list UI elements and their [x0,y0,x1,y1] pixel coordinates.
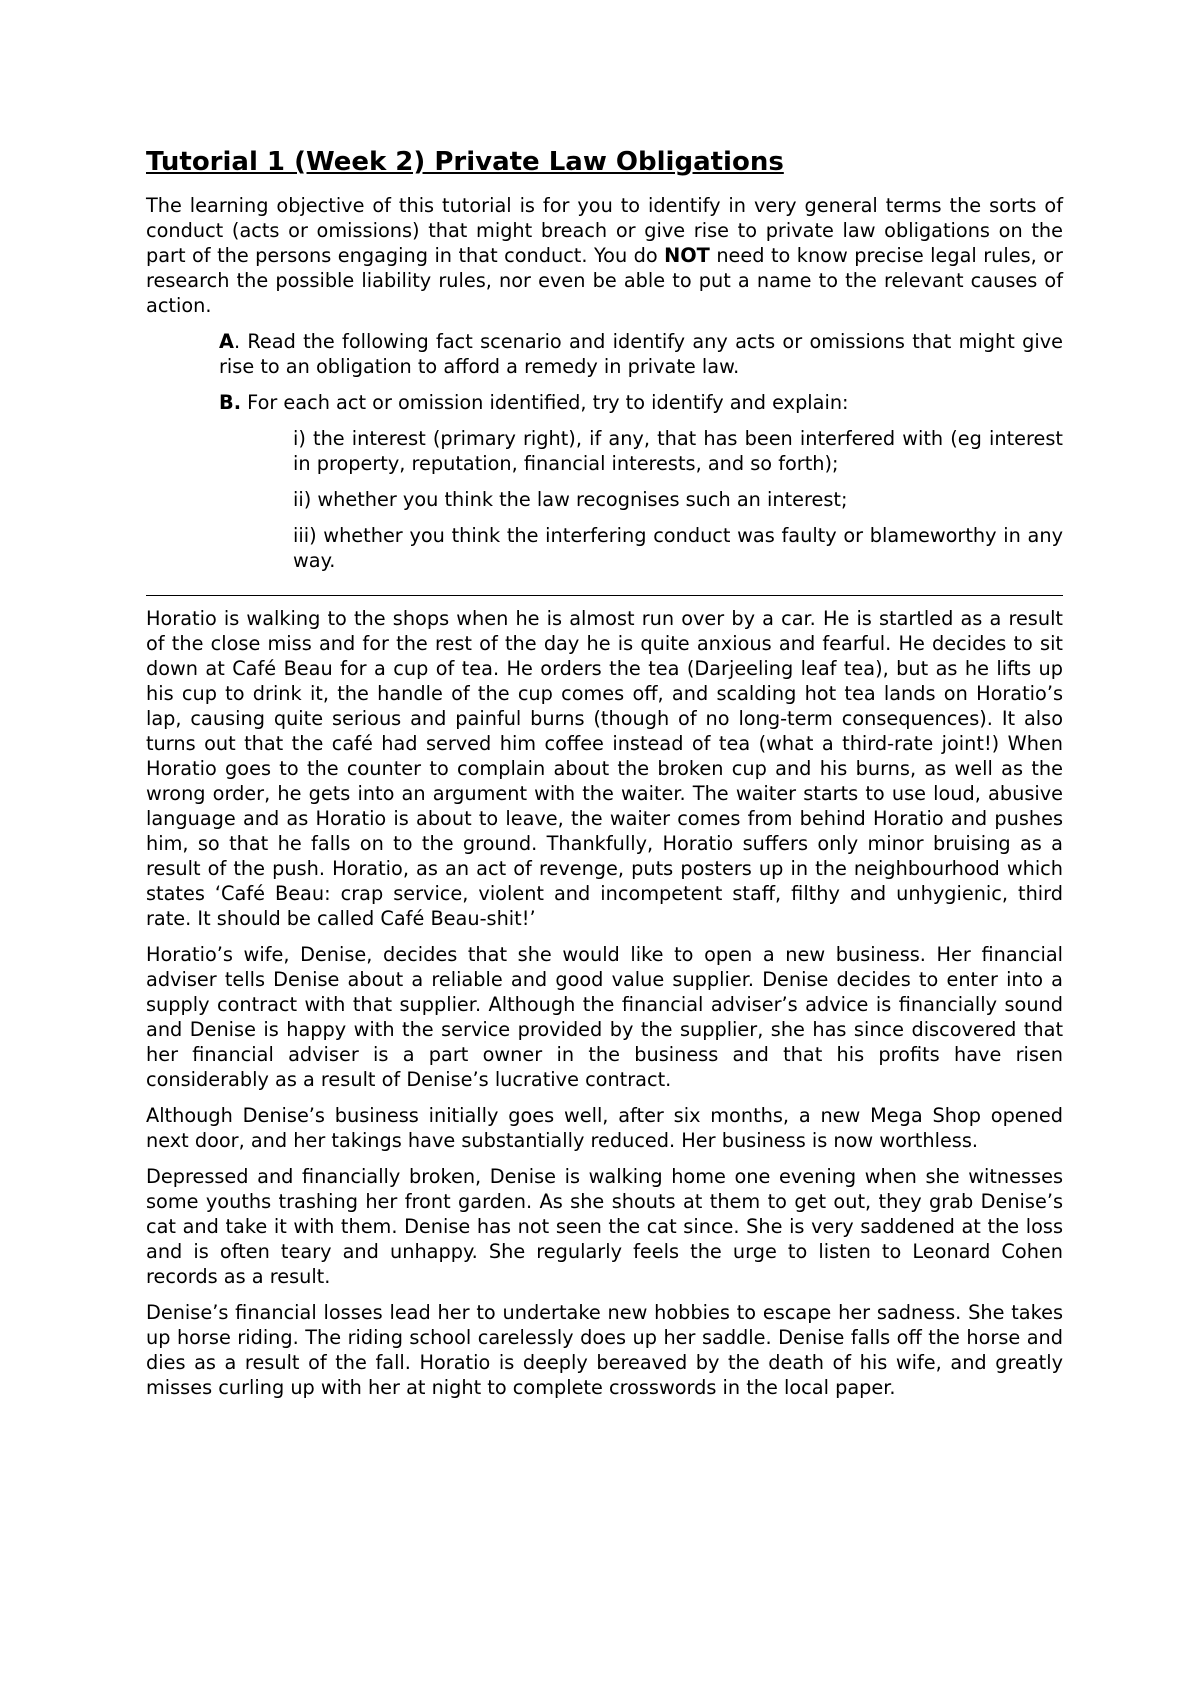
page-title: Tutorial 1 (Week 2) Private Law Obligations [146,147,784,177]
sub-item-i: i) the interest (primary right), if any, that has been interfered with (eg interest in property, reputation, financial interests, and so forth); [293,427,1063,475]
scenario-paragraph-3: Although Denise’s business initially goes well, after six months, a new Mega Shop opened next door, and her takings have substantially reduced. Her business is now worthless. [146,1104,1063,1152]
sub-item-iii: iii) whether you think the interfering conduct was faulty or blameworthy in any way. [293,524,1063,572]
intro-emphasis-not: NOT [664,244,710,267]
intro-paragraph [146,193,1063,318]
task-a-paragraph [219,329,1063,379]
task-a-text: . Read the following fact scenario and identify any acts or omissions that might give rise to an obligation to afford a remedy in private law. [219,330,1063,378]
scenario-paragraph-4: Depressed and financially broken, Denise is walking home one evening when she witnesses some youths trashing her front garden. As she shouts at them to get out, they grab Denise’s cat and take it with them. Denise has not seen the cat since. She is very saddened at the loss and is often teary and unhappy. She regularly feels the urge to listen to Leonard Cohen records as a result. [146,1165,1063,1288]
intro-text-2: need to know precise legal rules, or research the possible liability rules, nor even be able to put a name to the relevant causes of action. [146,244,1063,317]
task-b-text: For each act or omission identified, try to identify and explain: [241,391,849,414]
scenario-paragraph-2: Horatio’s wife, Denise, decides that she would like to open a new business. Her financial adviser tells Denise about a reliable and good value supplier. Denise decides to enter into a supply contract with that supplier. Although the financial adviser’s advice is financially sound and Denise is happy with the service provided by the supplier, she has since discovered that her financial adviser is a part owner in the business and that his profits have risen considerably as a result of Denise’s lucrative contract. [146,943,1063,1091]
task-b-paragraph [219,390,1063,415]
scenario-paragraph-5: Denise’s financial losses lead her to undertake new hobbies to escape her sadness. She takes up horse riding. The riding school carelessly does up her saddle. Denise falls off the horse and dies as a result of the fall. Horatio is deeply bereaved by the death of his wife, and greatly misses curling up with her at night to complete crosswords in the local paper. [146,1301,1063,1399]
task-a-label: A [219,330,234,353]
intro-text-1: The learning objective of this tutorial is for you to identify in very general terms the sorts of conduct (acts or omissions) that might breach or give rise to private law obligations on the part of the persons engaging in that conduct. You do [146,194,1063,267]
sub-item-ii: ii) whether you think the law recognises such an interest; [293,488,848,511]
section-divider [146,595,1063,596]
task-b-label: B. [219,391,242,414]
document-page [146,146,1063,1411]
scenario-paragraph-1: Horatio is walking to the shops when he is almost run over by a car. He is startled as a result of the close miss and for the rest of the day he is quite anxious and fearful. He decides to sit down at Café Beau for a cup of tea. He orders the tea (Darjeeling leaf tea), but as he lifts up his cup to drink it, the handle of the cup comes off, and scalding hot tea lands on Horatio’s lap, causing quite serious and painful burns (though of no long-term consequences). It also turns out that the café had served him coffee instead of tea (what a third-rate joint!) When Horatio goes to the counter to complain about the broken cup and his burns, as well as the wrong order, he gets into an argument with the waiter. The waiter starts to use loud, abusive language and as Horatio is about to leave, the waiter comes from behind Horatio and pushes him, so that he falls on to the ground. Thankfully, Horatio suffers only minor bruising as a result of the push. Horatio, as an act of revenge, puts posters up in the neighbourhood which states ‘Café Beau: crap service, violent and incompetent staff, filthy and unhygienic, third rate. It should be called Café Beau-shit!’ [146,607,1063,930]
